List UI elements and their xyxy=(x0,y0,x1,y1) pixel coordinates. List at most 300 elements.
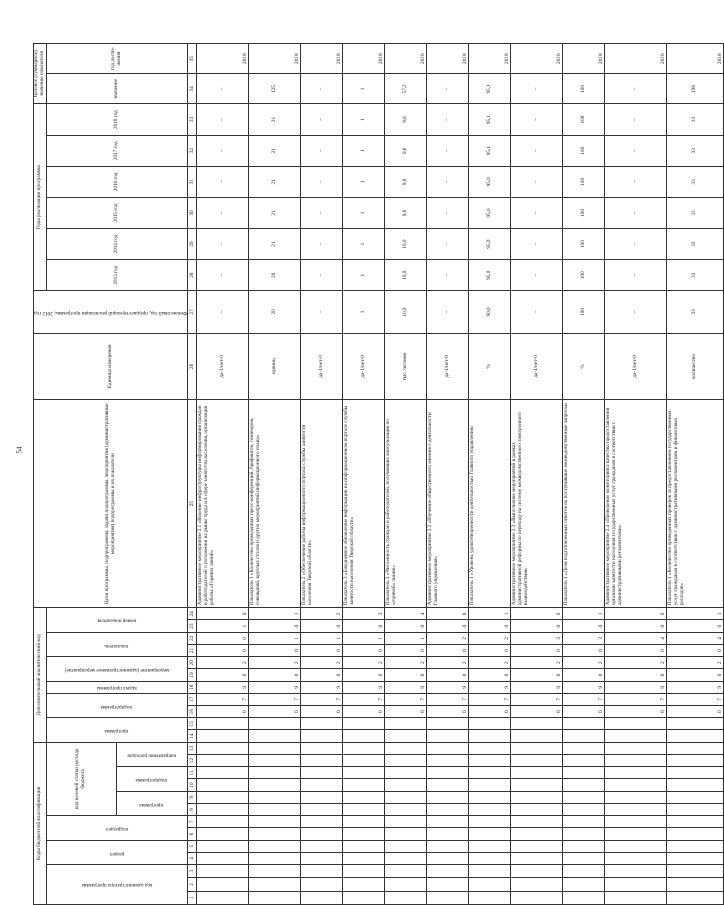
year-value-cell: – xyxy=(511,229,563,260)
empty-code-cell xyxy=(343,865,385,878)
target-value-cell: 125 xyxy=(249,74,301,104)
empty-code-cell xyxy=(197,767,249,779)
year-value-cell: 33 xyxy=(667,135,724,166)
empty-code-cell xyxy=(301,803,343,815)
analytic-code-cell: 2 xyxy=(197,657,249,669)
program-table xyxy=(33,43,724,905)
empty-code-cell xyxy=(511,742,563,754)
goal-text-cell: Административное мероприятие 2.4 «Проведение мониторинга качества предоставления органами занятости населения государственных услуг гражданам в соответствии с административными регламентами» xyxy=(605,400,667,608)
analytic-code-cell: 7 xyxy=(667,693,724,705)
analytic-code-cell: 1 xyxy=(249,608,301,620)
unit-cell: да-1/нет-0 xyxy=(343,333,385,400)
empty-code-cell xyxy=(563,803,605,815)
empty-code-cell xyxy=(343,755,385,767)
year-value-cell: – xyxy=(605,229,667,260)
analytic-code-cell: 2 xyxy=(469,632,511,644)
fin-year-value-cell: – xyxy=(301,291,343,333)
column-number: 25 xyxy=(188,400,197,608)
empty-code-cell xyxy=(301,865,343,878)
analytic-code-cell: 9 xyxy=(667,681,724,693)
empty-code-cell xyxy=(385,865,427,878)
y2013-header: 2013 год xyxy=(46,260,187,291)
empty-code-cell xyxy=(301,816,343,828)
empty-code-cell xyxy=(249,840,301,852)
analytic-code-cell: 3 xyxy=(511,632,563,644)
goal-text-cell: Показатель 1 «Уровень удовлетворенности деятельностью Главного управления» xyxy=(469,400,511,608)
empty-code-cell xyxy=(605,891,667,904)
target-header: Целевое (суммарное) значение показателя xyxy=(34,44,47,104)
analytic-code-cell: 7 xyxy=(563,693,605,705)
column-number: 33 xyxy=(188,104,197,135)
analytic-code-cell: 0 xyxy=(605,608,667,620)
empty-code-cell xyxy=(563,852,605,864)
empty-code-cell xyxy=(385,779,427,791)
empty-code-cell xyxy=(605,767,667,779)
column-number: 8 xyxy=(188,803,197,815)
empty-code-cell xyxy=(197,840,249,852)
empty-code-cell xyxy=(667,755,724,767)
empty-code-cell xyxy=(605,730,667,742)
empty-code-cell xyxy=(427,755,469,767)
year-value-cell: 33 xyxy=(667,229,724,260)
empty-code-cell xyxy=(469,742,511,754)
empty-code-cell xyxy=(197,816,249,828)
empty-code-cell xyxy=(469,840,511,852)
empty-code-cell xyxy=(667,840,724,852)
target-year-cell: 2018 xyxy=(343,44,385,74)
empty-code-cell xyxy=(469,755,511,767)
target-value-cell: 57,2 xyxy=(385,74,427,104)
analytic-code-cell: 0 xyxy=(427,706,469,718)
year-value-cell: 10,0 xyxy=(385,229,427,260)
analytic-code-cell: 1 xyxy=(385,632,427,644)
year-value-cell: 1 xyxy=(343,260,385,291)
unit-cell: количество xyxy=(667,333,724,400)
empty-code-cell xyxy=(301,840,343,852)
analytic-code-cell: 1 xyxy=(249,632,301,644)
empty-code-cell xyxy=(249,718,301,730)
year-value-cell: – xyxy=(301,260,343,291)
analytic-code-cell: 0 xyxy=(249,669,301,681)
empty-code-cell xyxy=(427,878,469,891)
analytic-code-cell: 7 xyxy=(511,693,563,705)
fin-year-value-cell: 20 xyxy=(249,291,301,333)
analytic-code-cell: 0 xyxy=(301,644,343,656)
table-row xyxy=(605,44,667,905)
empty-code-cell xyxy=(197,828,249,840)
analytic-code-cell: 0 xyxy=(385,669,427,681)
empty-code-cell xyxy=(469,791,511,803)
year-value-cell: 1 xyxy=(343,135,385,166)
column-number: 19 xyxy=(188,669,197,681)
year-value-cell: 95,1 xyxy=(469,135,511,166)
analytic-code-cell: 0 xyxy=(469,644,511,656)
empty-code-cell xyxy=(563,865,605,878)
analytic-code-cell: 0 xyxy=(385,620,427,632)
empty-code-cell xyxy=(469,891,511,904)
empty-code-cell xyxy=(197,852,249,864)
year-value-cell: – xyxy=(197,197,249,228)
year-value-cell: 9,8 xyxy=(385,166,427,197)
year-value-cell: – xyxy=(197,135,249,166)
a-indicator-header: показатель xyxy=(46,632,187,656)
target-year-cell: 2018 xyxy=(385,44,427,74)
analytic-code-cell: 3 xyxy=(343,608,385,620)
empty-code-cell xyxy=(197,742,249,754)
empty-code-cell xyxy=(385,767,427,779)
analytic-code-cell: 0 xyxy=(427,608,469,620)
a-task-header: задача программы xyxy=(46,681,187,693)
column-number: 31 xyxy=(188,166,197,197)
empty-code-cell xyxy=(249,730,301,742)
empty-code-cell xyxy=(301,742,343,754)
analytic-code-cell: 2 xyxy=(427,657,469,669)
target-value-cell: – xyxy=(605,74,667,104)
target-year-cell: 2018 xyxy=(301,44,343,74)
year-value-cell: 1 xyxy=(343,197,385,228)
empty-code-cell xyxy=(469,730,511,742)
empty-code-cell xyxy=(343,891,385,904)
empty-code-cell xyxy=(563,767,605,779)
empty-code-cell xyxy=(385,755,427,767)
column-number: 1 xyxy=(188,891,197,904)
analytic-code-cell: 1 xyxy=(667,608,724,620)
target-value-cell: – xyxy=(301,74,343,104)
empty-code-cell xyxy=(667,852,724,864)
empty-code-cell xyxy=(511,828,563,840)
target-year-cell: 2018 xyxy=(511,44,563,74)
target-value-cell: – xyxy=(427,74,469,104)
empty-code-cell xyxy=(249,767,301,779)
year-value-cell: 9,8 xyxy=(385,135,427,166)
goal-text-cell: Показатель 2 «Обеспечение работы информационного портала службы занятости населения Тверской области» xyxy=(301,400,343,608)
empty-code-cell xyxy=(511,816,563,828)
goal-text-cell: Административное мероприятие 2.1 «Ведение инфраструктуры информирования граждан и работодателей о положении на рынке труда и в сфере занятости населения, организация работы «Горячих линий» xyxy=(197,400,249,608)
analytic-code-cell: 9 xyxy=(563,681,605,693)
analytic-code-cell: 0 xyxy=(511,706,563,718)
analytic-code-cell: 7 xyxy=(427,693,469,705)
column-number: 10 xyxy=(188,779,197,791)
year-value-cell: – xyxy=(427,104,469,135)
empty-code-cell xyxy=(605,791,667,803)
column-number: 7 xyxy=(188,816,197,828)
analytic-code-cell: 0 xyxy=(427,669,469,681)
goal-text-cell: Административное мероприятие 2.2 «Изучение общественного мнения о деятельности Главного управления» xyxy=(427,400,469,608)
analytic-code-cell: 0 xyxy=(511,669,563,681)
empty-code-cell xyxy=(385,878,427,891)
empty-code-cell xyxy=(385,742,427,754)
table-row xyxy=(667,44,724,905)
fin-year-value-cell: – xyxy=(511,291,563,333)
fin-year-value-cell: – xyxy=(427,291,469,333)
column-number: 30 xyxy=(188,197,197,228)
goal-text-cell: Административное мероприятие 2.3 «Выполнение мероприятий в рамках административной реформы по переходу на систему межведомственного электронного взаимодействия» xyxy=(511,400,563,608)
empty-code-cell xyxy=(511,718,563,730)
podrazdel-header: подраздел xyxy=(46,816,187,840)
empty-code-cell xyxy=(511,803,563,815)
budget-codes-header: Коды бюджетной классификации xyxy=(34,742,47,904)
years-header: Годы реализации программы xyxy=(34,104,47,291)
analytic-code-cell: 0 xyxy=(301,706,343,718)
column-number: 35 xyxy=(188,44,197,74)
empty-code-cell xyxy=(605,779,667,791)
table-row xyxy=(469,44,511,905)
analytic-code-cell: 2 xyxy=(563,657,605,669)
analytic-code-cell: 0 xyxy=(563,669,605,681)
empty-code-cell xyxy=(667,891,724,904)
empty-code-cell xyxy=(605,718,667,730)
empty-code-cell xyxy=(563,878,605,891)
empty-code-cell xyxy=(427,840,469,852)
analytic-code-cell: 0 xyxy=(197,669,249,681)
analytic-code-cell: 9 xyxy=(511,681,563,693)
unit-cell: единиц xyxy=(249,333,301,400)
year-value-cell: – xyxy=(197,260,249,291)
empty-code-cell xyxy=(249,779,301,791)
empty-code-cell xyxy=(563,755,605,767)
analytic-code-header: Дополнительный аналитический код xyxy=(34,608,47,743)
analytic-code-cell: 7 xyxy=(343,693,385,705)
empty-code-cell xyxy=(301,779,343,791)
year-value-cell: 95,0 xyxy=(469,197,511,228)
year-value-cell: – xyxy=(427,260,469,291)
table-row xyxy=(197,44,249,905)
analytic-code-cell: 1 xyxy=(343,632,385,644)
empty-code-cell xyxy=(427,718,469,730)
year-value-cell: – xyxy=(605,104,667,135)
analytic-code-cell: 2 xyxy=(427,632,469,644)
fin-year-value-cell: 33 xyxy=(667,291,724,333)
table-row xyxy=(343,44,385,905)
analytic-code-cell: 0 xyxy=(511,620,563,632)
empty-code-cell xyxy=(427,828,469,840)
empty-code-cell xyxy=(343,718,385,730)
empty-code-cell xyxy=(511,791,563,803)
program-code-header: программа xyxy=(116,791,187,815)
analytic-code-cell: 0 xyxy=(605,620,667,632)
goal-text-cell: Показатель 1 «Доля подготовленных ответов на поступившие межведомственные запросы» xyxy=(563,400,605,608)
year-value-cell: – xyxy=(605,166,667,197)
analytic-code-cell: 2 xyxy=(667,657,724,669)
unit-cell: тыс. человек xyxy=(385,333,427,400)
analytic-code-cell: 0 xyxy=(197,608,249,620)
empty-code-cell xyxy=(249,878,301,891)
analytic-code-cell: 4 xyxy=(667,632,724,644)
empty-code-cell xyxy=(343,816,385,828)
empty-code-cell xyxy=(301,791,343,803)
analytic-code-cell: 9 xyxy=(249,681,301,693)
empty-code-cell xyxy=(343,767,385,779)
table-row xyxy=(249,44,301,905)
year-value-cell: – xyxy=(605,135,667,166)
unit-header: Единица измерения xyxy=(34,333,188,400)
empty-code-cell xyxy=(385,803,427,815)
table-body xyxy=(197,44,724,905)
analytic-code-cell: 0 xyxy=(667,706,724,718)
empty-code-cell xyxy=(563,840,605,852)
empty-code-cell xyxy=(563,816,605,828)
year-value-cell: 100 xyxy=(563,104,605,135)
razdel-header: раздел xyxy=(46,840,187,864)
empty-code-cell xyxy=(301,891,343,904)
year-value-cell: – xyxy=(301,104,343,135)
empty-code-cell xyxy=(667,742,724,754)
fin-year-value-cell: 10,9 xyxy=(385,291,427,333)
empty-code-cell xyxy=(469,828,511,840)
year-value-cell: 20 xyxy=(249,260,301,291)
analytic-code-cell: 0 xyxy=(301,620,343,632)
analytic-code-cell: 4 xyxy=(385,608,427,620)
empty-code-cell xyxy=(343,803,385,815)
year-value-cell: 9,8 xyxy=(385,104,427,135)
analytic-code-cell: 9 xyxy=(197,681,249,693)
year-value-cell: 9,8 xyxy=(385,197,427,228)
analytic-code-cell: 2 xyxy=(605,657,667,669)
year-value-cell: 21 xyxy=(249,197,301,228)
analytic-code-cell: 0 xyxy=(301,669,343,681)
empty-code-cell xyxy=(427,852,469,864)
fin-year-value-cell: 100 xyxy=(563,291,605,333)
year-value-cell: – xyxy=(511,197,563,228)
empty-code-cell xyxy=(563,791,605,803)
unit-cell: % xyxy=(563,333,605,400)
column-number: 23 xyxy=(188,620,197,632)
analytic-code-cell: 0 xyxy=(667,644,724,656)
year-value-cell: 33 xyxy=(667,197,724,228)
empty-code-cell xyxy=(197,779,249,791)
fin-year-value-cell: – xyxy=(197,291,249,333)
goals-header: Цели программы, подпрограммы, задачи подпрограммы, мероприятия (административные мероприятия) подпрограммы и их показатели xyxy=(34,400,188,608)
column-number: 24 xyxy=(188,608,197,620)
analytic-code-cell: 1 xyxy=(301,632,343,644)
year-value-cell: 100 xyxy=(563,135,605,166)
analytic-code-cell: 2 xyxy=(385,657,427,669)
year-value-cell: – xyxy=(605,260,667,291)
analytic-code-cell: 0 xyxy=(667,620,724,632)
year-value-cell: – xyxy=(605,197,667,228)
fin-year-value-cell: 90,0 xyxy=(469,291,511,333)
a-event-header: мероприятие (административное мероприятие) xyxy=(46,657,187,681)
empty-code-cell xyxy=(385,718,427,730)
column-number: 11 xyxy=(188,767,197,779)
year-value-cell: 100 xyxy=(563,166,605,197)
year-value-cell: 33 xyxy=(667,260,724,291)
empty-code-cell xyxy=(667,803,724,815)
empty-code-cell xyxy=(667,878,724,891)
empty-code-cell xyxy=(469,816,511,828)
goal-text-cell: Показатель 1 «Количество проведенных проверок за предоставлением государственных услуг гражданам в соответствии с административными регламентами и финансовых расходов» xyxy=(667,400,724,608)
empty-code-cell xyxy=(511,865,563,878)
empty-code-cell xyxy=(343,742,385,754)
empty-code-cell xyxy=(511,755,563,767)
analytic-code-cell: 1 xyxy=(469,608,511,620)
empty-code-cell xyxy=(427,803,469,815)
empty-code-cell xyxy=(469,803,511,815)
empty-code-cell xyxy=(343,878,385,891)
empty-code-cell xyxy=(385,840,427,852)
analytic-code-cell: 0 xyxy=(249,644,301,656)
analytic-code-cell: 0 xyxy=(605,644,667,656)
empty-code-cell xyxy=(343,779,385,791)
year-value-cell: 100 xyxy=(563,260,605,291)
empty-code-cell xyxy=(427,891,469,904)
empty-code-cell xyxy=(343,840,385,852)
y2014-header: 2014 год xyxy=(46,229,187,260)
empty-code-cell xyxy=(197,891,249,904)
empty-code-cell xyxy=(249,865,301,878)
year-value-cell: 10,0 xyxy=(385,260,427,291)
empty-code-cell xyxy=(563,718,605,730)
empty-code-cell xyxy=(197,878,249,891)
fin-year-value-cell: – xyxy=(605,291,667,333)
y2016-header: 2016 год xyxy=(46,166,187,197)
empty-code-cell xyxy=(249,816,301,828)
analytic-code-cell: 3 xyxy=(563,632,605,644)
a-subprogram-header: подпрограмма xyxy=(46,693,187,717)
year-achieved-header: год дости-жения xyxy=(46,44,187,74)
year-value-cell: – xyxy=(197,104,249,135)
empty-code-cell xyxy=(385,852,427,864)
year-value-cell: – xyxy=(511,135,563,166)
empty-code-cell xyxy=(667,865,724,878)
year-value-cell: 21 xyxy=(249,104,301,135)
year-value-cell: 1 xyxy=(343,104,385,135)
analytic-code-cell: 9 xyxy=(427,681,469,693)
empty-code-cell xyxy=(469,878,511,891)
empty-code-cell xyxy=(605,878,667,891)
target-value-cell: 1 xyxy=(343,74,385,104)
target-year-cell: 2018 xyxy=(469,44,511,74)
analytic-code-cell: 7 xyxy=(469,693,511,705)
empty-code-cell xyxy=(385,816,427,828)
empty-code-cell xyxy=(301,852,343,864)
empty-code-cell xyxy=(667,779,724,791)
y2015-header: 2015 год xyxy=(46,197,187,228)
column-number: 16 xyxy=(188,706,197,718)
analytic-code-cell: 0 xyxy=(197,706,249,718)
empty-code-cell xyxy=(469,852,511,864)
y2018-header: 2018 год xyxy=(46,104,187,135)
empty-code-cell xyxy=(469,718,511,730)
analytic-code-cell: 7 xyxy=(249,693,301,705)
value-header: значение xyxy=(46,74,187,104)
column-number: 20 xyxy=(188,657,197,669)
analytic-code-cell: 9 xyxy=(605,681,667,693)
analytic-code-cell: 0 xyxy=(197,632,249,644)
column-number: 26 xyxy=(188,333,197,400)
year-value-cell: 1 xyxy=(343,229,385,260)
year-value-cell: – xyxy=(301,197,343,228)
target-value-cell: – xyxy=(511,74,563,104)
empty-code-cell xyxy=(249,791,301,803)
empty-code-cell xyxy=(301,730,343,742)
year-value-cell: – xyxy=(197,166,249,197)
analytic-code-cell: 0 xyxy=(563,620,605,632)
year-value-cell: 95,0 xyxy=(469,229,511,260)
column-number: 32 xyxy=(188,135,197,166)
column-number: 29 xyxy=(188,229,197,260)
target-year-cell: 2018 xyxy=(563,44,605,74)
empty-code-cell xyxy=(605,803,667,815)
empty-code-cell xyxy=(605,865,667,878)
target-article-header: код целевой статьи расхода бюджета xyxy=(46,742,116,815)
year-value-cell: – xyxy=(511,166,563,197)
empty-code-cell xyxy=(605,755,667,767)
empty-code-cell xyxy=(301,718,343,730)
empty-code-cell xyxy=(249,742,301,754)
empty-code-cell xyxy=(197,803,249,815)
analytic-code-cell: 0 xyxy=(563,644,605,656)
